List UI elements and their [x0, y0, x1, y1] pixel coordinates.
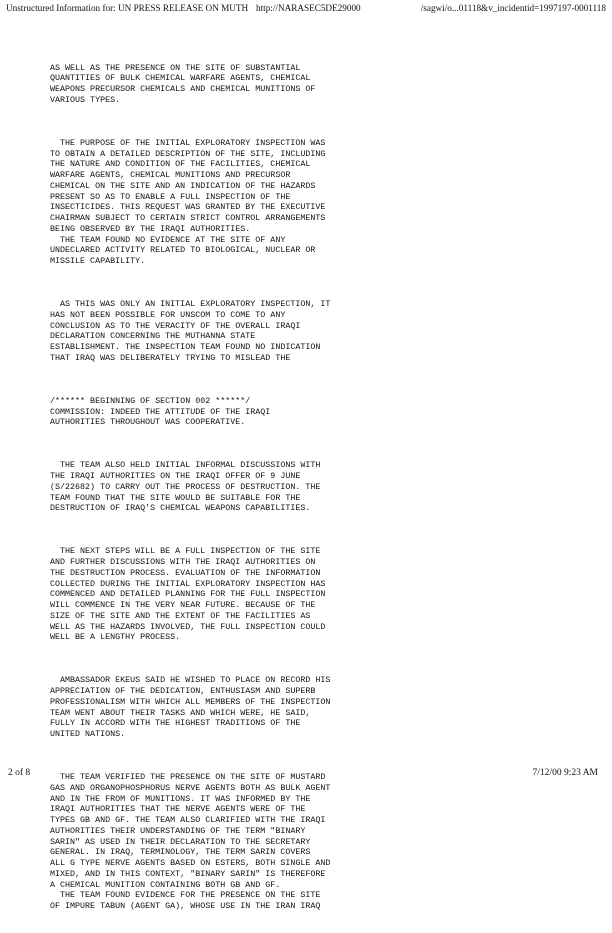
print-header [0, 2, 612, 14]
header-source: Unstructured Information for: UN PRESS RELEASE ON MUTH [6, 3, 249, 13]
paragraph: AMBASSADOR EKEUS SAID HE WISHED TO PLACE ON RECORD HIS APPRECIATION OF THE DEDICATION, ENTHUSIASM AND SUPERB PROFESSIONALISM WITH WHICH ALL MEMBERS OF THE INSPECTION TEAM WENT ABOUT THEIR TASKS AND WHICH WERE, HE SAID, FULLY IN ACCORD WITH THE HIGHEST TRADITIONS OF THE UNITED NATIONS. [50, 675, 331, 739]
page-number: 2 of 8 [8, 768, 31, 778]
paragraph: THE NEXT STEPS WILL BE A FULL INSPECTION OF THE SITE AND FURTHER DISCUSSIONS WITH THE IRAQI AUTHORITIES ON THE DESTRUCTION PROCESS. EVALUATION OF THE INFORMATION COLLECTED DURING THE INITIAL EXPLORATORY INSPECTION HAS COMMENCED AND DETAILED PLANNING FOR THE FULL INSPECTION WILL COMMENCE IN THE VERY NEAR FUTURE. BECAUSE OF THE SIZE OF THE SITE AND THE EXTENT OF THE FACILITIES AS WELL AS THE HAZARDS INVOLVED, THE FULL INSPECTION COULD WELL BE A LENGTHY PROCESS. [50, 546, 326, 643]
header-url: /sagwi/o...01118&v_incidentid=1997197-0001118 [420, 3, 606, 13]
section-marker-paragraph: /****** BEGINNING OF SECTION 002 ******/ COMMISSION: INDEED THE ATTITUDE OF THE IRAQI AUTHORITIES THROUGHOUT WAS COOPERATIVE. [50, 395, 271, 428]
paragraph: THE PURPOSE OF THE INITIAL EXPLORATORY INSPECTION WAS TO OBTAIN A DETAILED DESCRIPTION OF THE SITE, INCLUDING THE NATURE AND CONDITION OF THE FACILITIES, CHEMICAL WARFARE AGENTS, CHEMICAL MUNITIONS AND PRECURSOR CHEMICAL ON THE SITE AND AN INDICATION OF THE HAZARDS PRESENT SO AS TO ENABLE A FULL INSPECTION OF THE INSECTICIDES. THIS REQUEST WAS GRANTED BY THE EXECUTIVE CHAIRMAN SUBJECT TO CERTAIN STRICT CONTROL ARRANGEMENTS BEING OBSERVED BY THE IRAQI AUTHORITIES. THE TEAM FOUND NO EVIDENCE AT THE SITE OF ANY UNDECLARED ACTIVITY RELATED TO BIOLOGICAL, NUCLEAR OR MISSILE CAPABILITY. [50, 137, 326, 266]
document-body [50, 41, 570, 933]
print-timestamp: 7/12/00 9:23 AM [532, 768, 598, 778]
paragraph: THE TEAM ALSO HELD INITIAL INFORMAL DISCUSSIONS WITH THE IRAQI AUTHORITIES ON THE IRAQI OFFER OF 9 JUNE (S/22682) TO CARRY OUT THE PROCESS OF DESTRUCTION. THE TEAM FOUND THAT THE SITE WOULD BE SUITABLE FOR THE DESTRUCTION OF IRAQ'S CHEMICAL WEAPONS CAPABILITIES. [50, 460, 321, 514]
print-footer [0, 766, 612, 780]
header-title: http://NARASEC5DE29000 [256, 3, 361, 13]
paragraph: AS THIS WAS ONLY AN INITIAL EXPLORATORY INSPECTION, IT HAS NOT BEEN POSSIBLE FOR UNSCOM TO COME TO ANY CONCLUSION AS TO THE VERACITY OF THE OVERALL IRAQI DECLARATION CONCERNING THE MUTHANNA STATE ESTABLISHMENT. THE INSPECTION TEAM FOUND NO INDICATION THAT IRAQ WAS DELIBERATELY TRYING TO MISLEAD THE [50, 299, 331, 363]
paragraph: AS WELL AS THE PRESENCE ON THE SITE OF SUBSTANTIAL QUANTITIES OF BULK CHEMICAL WARFARE AGENTS, CHEMICAL WEAPONS PRECURSOR CHEMICALS AND CHEMICAL MUNITIONS OF VARIOUS TYPES. [50, 62, 316, 105]
paragraph: THE TEAM VERIFIED THE PRESENCE ON THE SITE OF MUSTARD GAS AND ORGANOPHOSPHORUS NERVE AGENTS BOTH AS BULK AGENT AND IN THE FROM OF MUNITIONS. IT WAS INFORMED BY THE IRAQI AUTHORITIES THAT THE NERVE AGENTS WERE OF THE TYPES GB AND GF. THE TEAM ALSO CLARIFIED WITH THE IRAQI AUTHORITIES THEIR UNDERSTANDING OF THE TERM "BINARY SARIN" AS USED IN THEIR DECLARATION TO THE SECRETARY GENERAL. IN IRAQ, TERMINOLOGY, THE TERM SARIN COVERS ALL G TYPE NERVE AGENTS BASED ON ESTERS, BOTH SINGLE AND MIXED, AND IN THIS CONTEXT, "BINARY SARIN" IS THEREFORE A CHEMICAL MUNITION CONTAINING BOTH GB AND GF. THE TEAM FOUND EVIDENCE FOR THE PRESENCE ON THE SITE OF IMPURE TABUN (AGENT GA), WHOSE USE IN THE IRAN IRAQ [50, 772, 331, 911]
